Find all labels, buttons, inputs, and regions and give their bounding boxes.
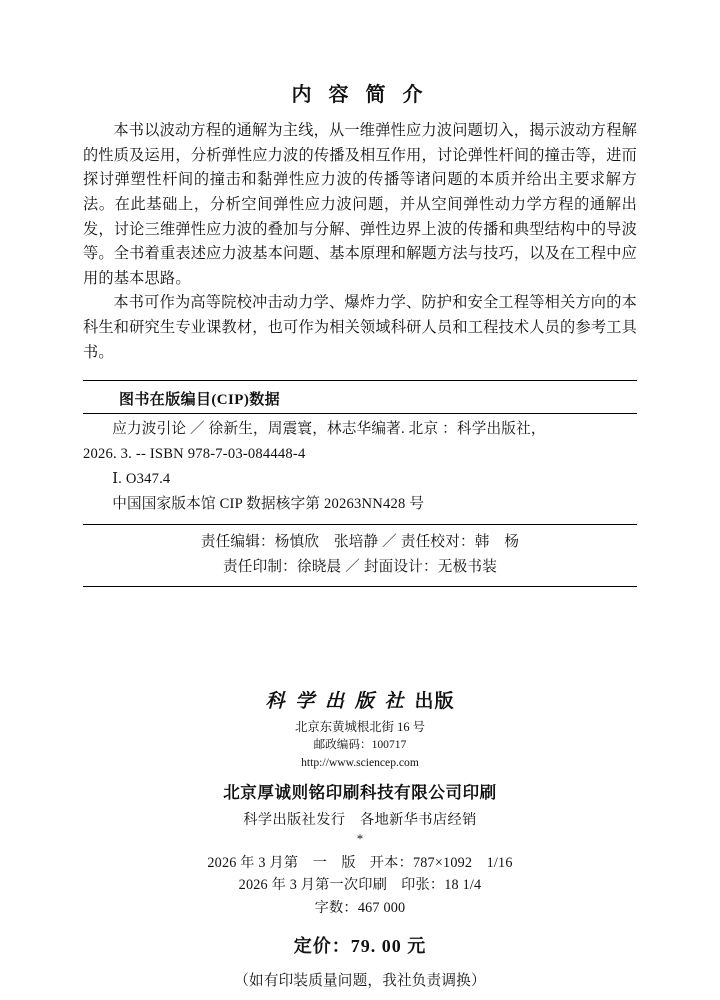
colophon-block bbox=[0, 690, 720, 990]
cip-body bbox=[83, 414, 637, 524]
summary-paragraph-2: 本书可作为高等院校冲击动力学、爆炸力学、防护和安全工程等相关方向的本科生和研究生专业课教材，也可作为相关领域科研人员和工程技术人员的参考工具书。 bbox=[83, 294, 637, 361]
credit-production: 责任印制：徐晓晨 ／ 封面设计：无极书装 bbox=[223, 559, 497, 576]
page-title: 内 容 简 介 bbox=[291, 84, 429, 106]
cip-line-3: Ⅰ. O347.4 bbox=[112, 471, 171, 488]
cip-line-1: 应力波引论 ／ 徐新生，周震寰，林志华编著. 北京 ：科学出版社， bbox=[112, 421, 546, 437]
spec-format: 开本：787×1092 1/16 bbox=[369, 855, 513, 872]
publisher-address: 北京东黄城根北街 16 号 bbox=[294, 719, 426, 734]
cip-block bbox=[83, 380, 637, 587]
cip-line-4: 中国国家版本馆 CIP 数据核字第 20263NN428 号 bbox=[112, 496, 425, 513]
publisher-name: 科 学 出 版 社 bbox=[265, 691, 407, 712]
summary-body bbox=[83, 107, 637, 365]
spec-wordcount: 字数：467 000 bbox=[314, 900, 406, 917]
cip-credits-rule bbox=[83, 586, 637, 587]
credit-editors: 责任编辑：杨慎欣 张培静 ／ 责任校对：韩 杨 bbox=[200, 534, 520, 551]
quality-note: （如有印装质量问题，我社负责调换） bbox=[234, 973, 486, 990]
spec-row-2 bbox=[0, 874, 720, 896]
publisher-suffix: 出版 bbox=[414, 691, 455, 712]
publisher-website: http://www.sciencep.com bbox=[301, 755, 419, 769]
printer-line: 北京厚诚则铭印刷科技有限公司印刷 bbox=[223, 783, 497, 803]
publisher-line bbox=[0, 690, 720, 714]
cip-heading: 图书在版编目(CIP)数据 bbox=[119, 392, 281, 408]
spec-printing: 2026 年 3 月第一次印刷 bbox=[238, 877, 388, 894]
cip-line-2: 2026. 3. -- ISBN 978-7-03-084448-4 bbox=[83, 446, 306, 463]
separator-asterisk: * bbox=[356, 831, 364, 847]
summary-paragraph-1: 本书以波动方程的通解为主线，从一维弹性应力波问题切入，揭示波动方程解的性质及运用，分析弹性应力波的传播及相互作用，讨论弹性杆间的撞击等，进而探讨弹塑性杆间的撞击和黏弹性应力波的传播等诸问题的本质并给出主要求解方法。在此基础上，分析空间弹性应力波问题，并从空间弹性动力学方程的通解出发，讨论三维弹性应力波的叠加与分解、弹性边界上波的传播和典型结构中的导波等。全书着重表述应力波基本问题、基本原理和解题方法与技巧，以及在工程中应用的基本思路。 bbox=[83, 122, 637, 287]
spec-edition: 2026 年 3 月第 一 版 bbox=[207, 855, 356, 872]
print-specs bbox=[0, 852, 720, 919]
price-line: 定价：79. 00 元 bbox=[293, 936, 427, 957]
spec-row-1 bbox=[0, 852, 720, 874]
distribution-line: 科学出版社发行 各地新华书店经销 bbox=[243, 812, 477, 829]
publisher-postcode: 邮政编码：100717 bbox=[313, 738, 407, 752]
cip-credits bbox=[83, 525, 637, 585]
spec-sheets: 印张：18 1/4 bbox=[401, 877, 482, 894]
